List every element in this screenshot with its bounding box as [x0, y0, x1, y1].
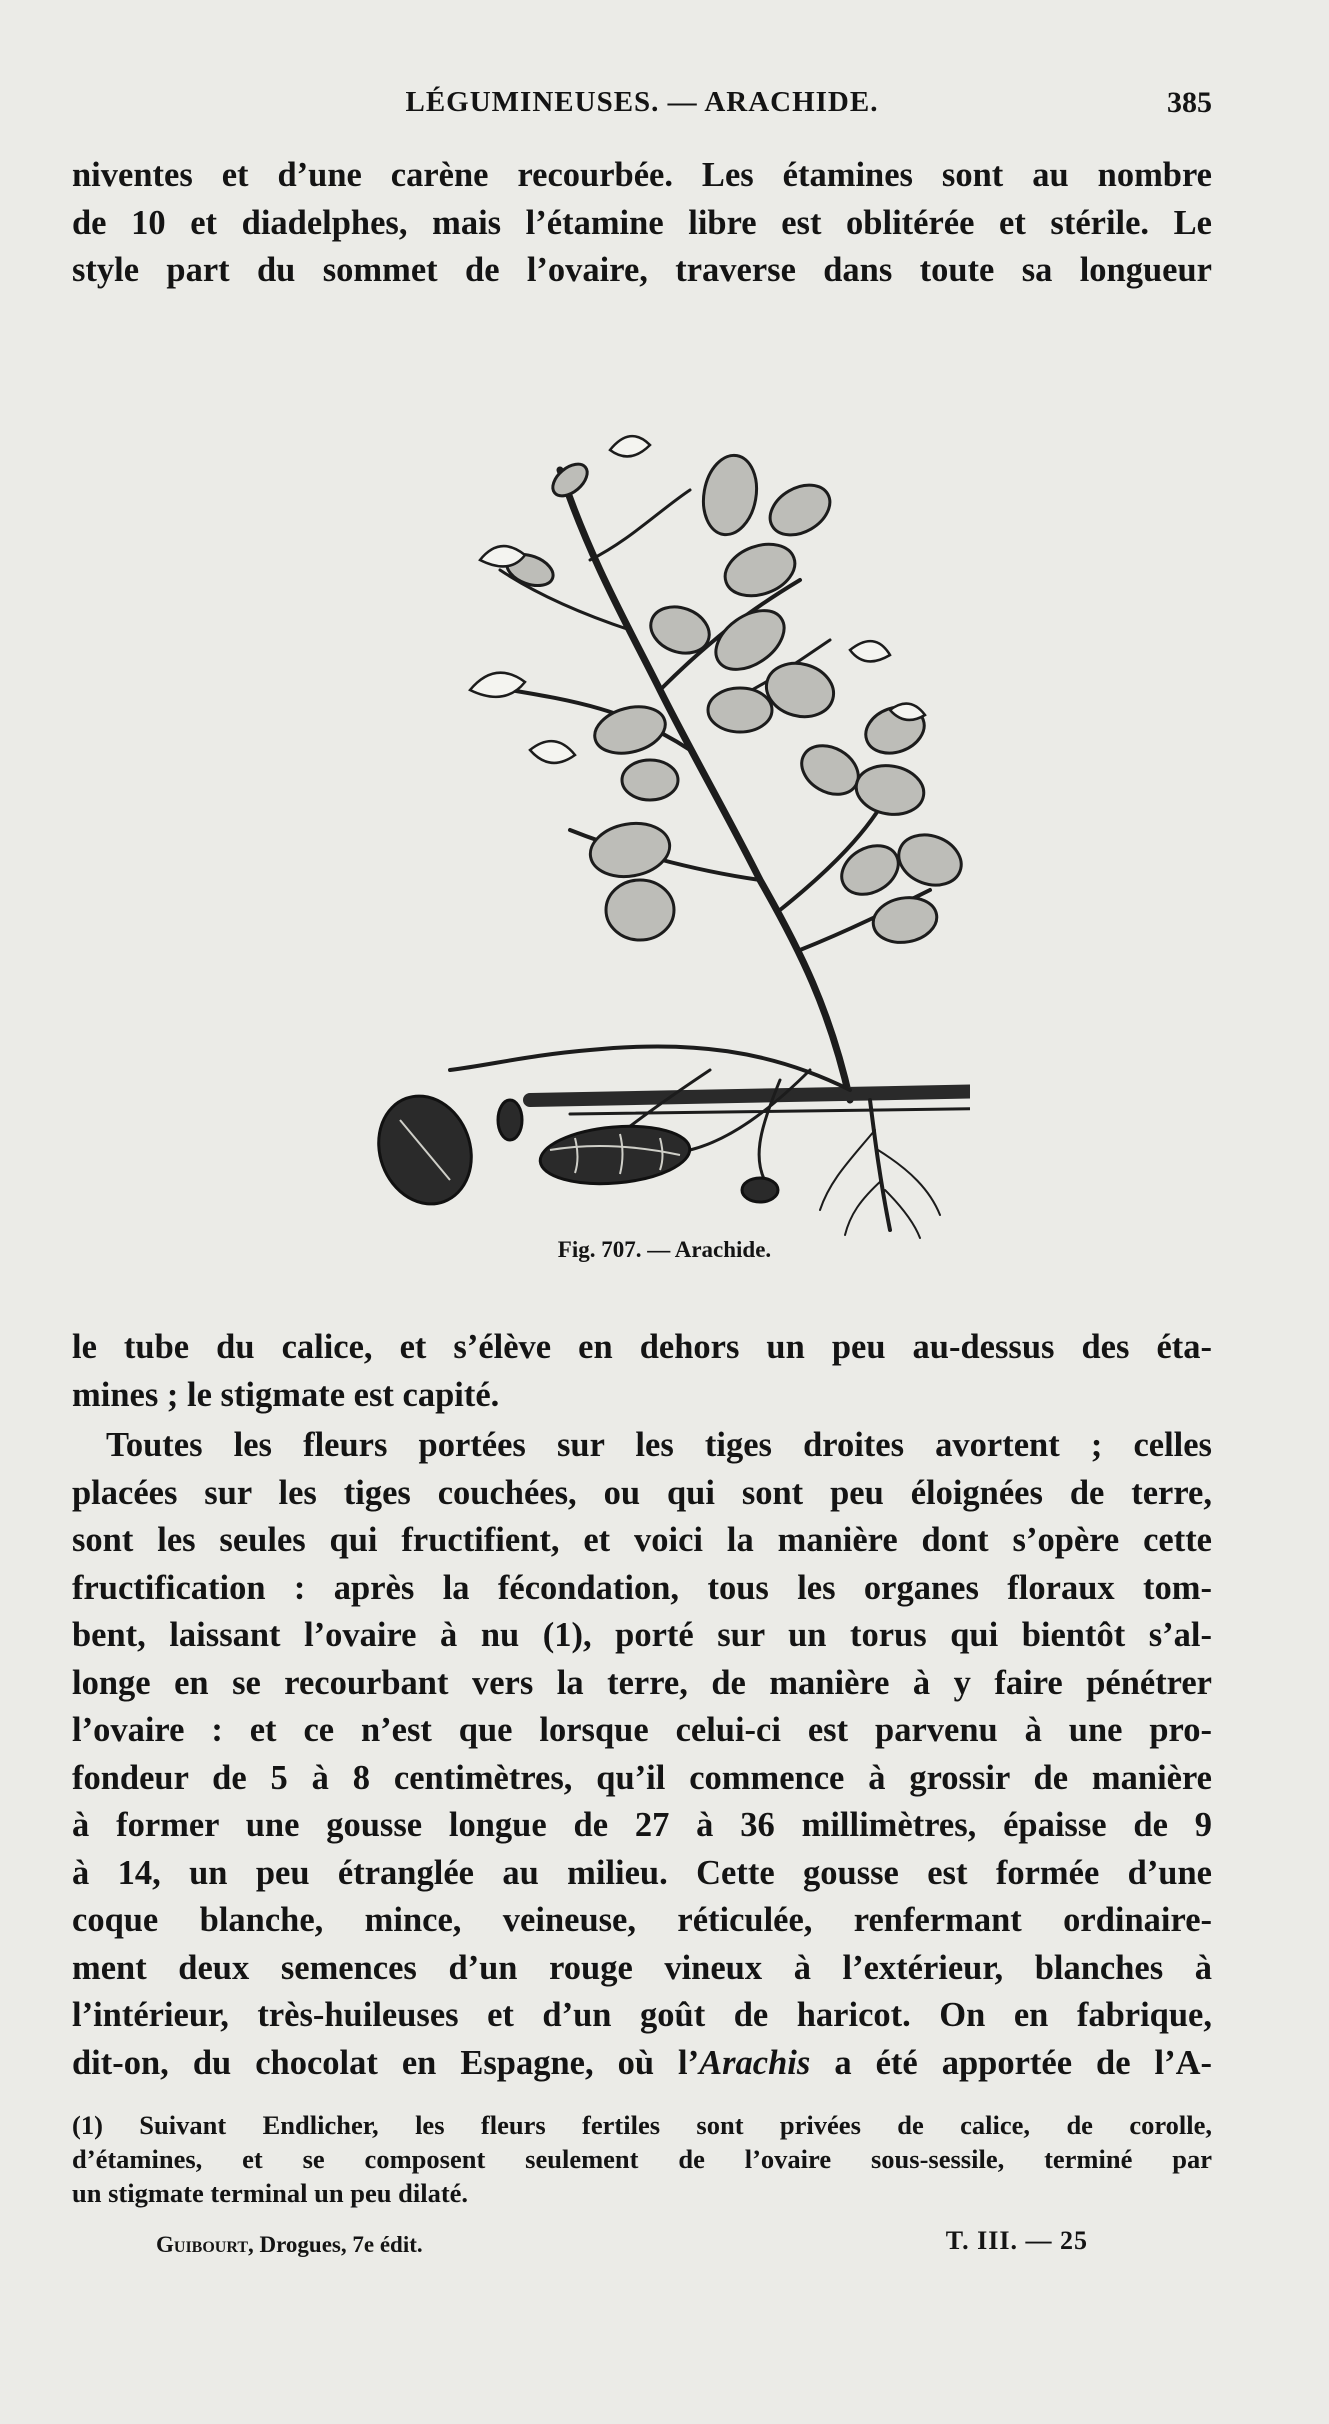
genus-name-italic: Arachis	[699, 2043, 811, 2082]
text-line: placées sur les tiges couchées, ou qui sont peu éloignées de terre,	[72, 1473, 1212, 1512]
text-line-last	[72, 2040, 1212, 2088]
text-line: bent, laissant l’ovaire à nu (1), porté sur un torus qui bientôt s’al-	[72, 1616, 1212, 1654]
signature-rest: , Drogues, 7e édit.	[248, 2232, 423, 2257]
page-number: 385	[1167, 86, 1212, 119]
text-line: coque blanche, mince, veineuse, réticulée, renfermant ordinaire-	[72, 1901, 1212, 1939]
text-line: à former une gousse longue de 27 à 36 millimètres, épaisse de 9	[72, 1806, 1212, 1844]
text-line: l’ovaire : et ce n’est que lorsque celui-ci est parvenu à une pro-	[72, 1711, 1212, 1749]
figure-peanut-plant	[330, 310, 970, 1240]
text-fragment: a été apportée de l’A-	[810, 2043, 1212, 2082]
text-line: de 10 et diadelphes, mais l’étamine libre est oblitérée et stérile. Le	[72, 203, 1212, 242]
figure-caption: Fig. 707. — Arachide.	[557, 1237, 772, 1262]
text-line: à 14, un peu étranglée au milieu. Cette gousse est formée d’une	[72, 1853, 1212, 1892]
paragraph-main	[72, 1422, 1212, 2087]
footnote-line: d’étamines, et se composent seulement de l’ovaire sous-sessile, terminé par	[72, 2144, 1212, 2174]
text-line: Toutes les fleurs portées sur les tiges droites avortent ; celles	[106, 1426, 1212, 1464]
text-line: style part du sommet de l’ovaire, traverse dans toute sa longueur	[72, 251, 1212, 289]
text-line: l’intérieur, très-huileuses et d’un goût de haricot. On en fabrique,	[72, 1996, 1212, 2034]
paragraph-top	[72, 152, 1212, 295]
printer-signature	[156, 2232, 423, 2258]
text-line: sont les seules qui fructifient, et voici la manière dont s’opère cette	[72, 1521, 1212, 1559]
tome-signature: T. III. — 25	[945, 2226, 1088, 2255]
page-header	[72, 86, 1212, 130]
text-line: le tube du calice, et s’élève en dehors un peu au-dessus des éta-	[72, 1328, 1212, 1366]
running-title: LÉGUMINEUSES. — ARACHIDE.	[405, 86, 879, 118]
text-line: fructification : après la fécondation, tous les organes floraux tom-	[72, 1568, 1212, 1607]
footnote	[72, 2108, 1212, 2210]
text-fragment: dit-on, du chocolat en Espagne, où l’	[72, 2043, 700, 2082]
page-footer	[148, 2226, 1088, 2266]
text-line: longe en se recourbant vers la terre, de manière à y faire pénétrer	[72, 1663, 1212, 1702]
paragraph-continued	[72, 1324, 1212, 1419]
footnote-line: un stigmate terminal un peu dilaté.	[72, 2178, 469, 2208]
signature-name: Guibourt	[156, 2232, 249, 2257]
text-line: ment deux semences d’un rouge vineux à l’extérieur, blanches à	[72, 1948, 1212, 1987]
peanut-plant-engraving-icon	[330, 310, 970, 1240]
text-line: mines ; le stigmate est capité.	[72, 1375, 500, 1414]
footnote-line: (1) Suivant Endlicher, les fleurs fertiles sont privées de calice, de corolle,	[72, 2110, 1212, 2140]
text-line: fondeur de 5 à 8 centimètres, qu’il commence à grossir de manière	[72, 1758, 1212, 1797]
text-line: niventes et d’une carène recourbée. Les étamines sont au nombre	[72, 156, 1212, 194]
